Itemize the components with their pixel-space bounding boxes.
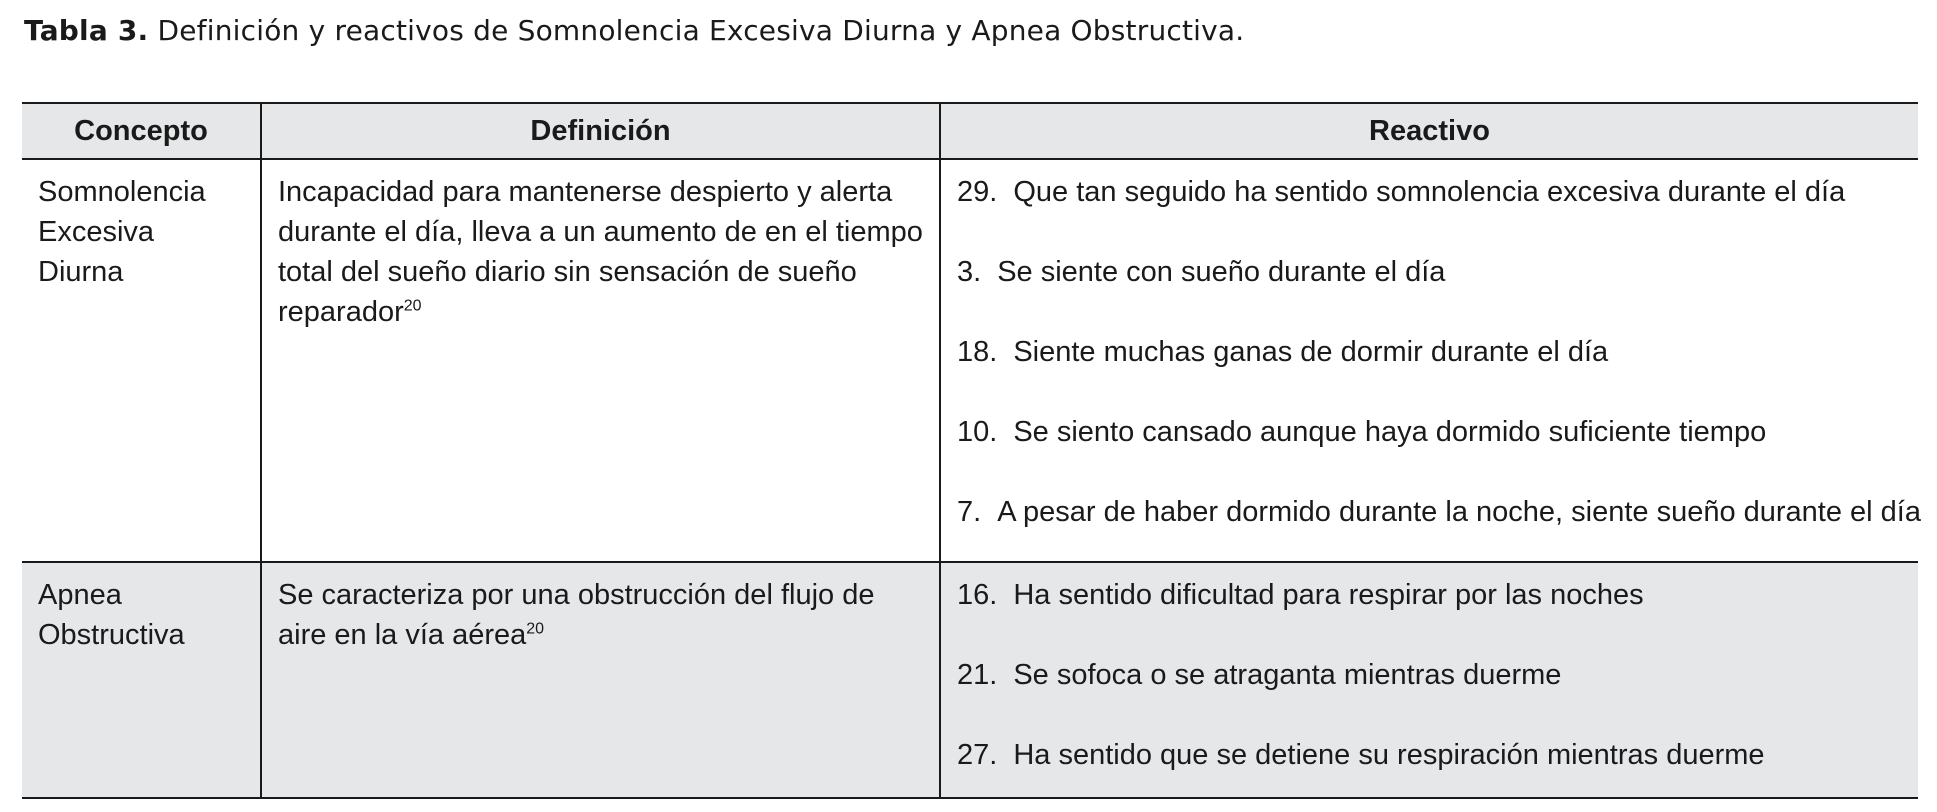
item-list bbox=[957, 172, 1921, 532]
list-item bbox=[957, 655, 1902, 695]
list-item bbox=[957, 172, 1902, 212]
definition-cell bbox=[261, 562, 940, 798]
list-item bbox=[957, 735, 1902, 775]
item-number: 27. bbox=[957, 739, 998, 771]
header-definicion: Definición bbox=[261, 103, 940, 159]
table-caption bbox=[24, 14, 1244, 47]
header-reactivo: Reactivo bbox=[940, 103, 1918, 159]
item-number: 3. bbox=[957, 256, 982, 288]
list-item bbox=[957, 575, 1902, 615]
item-text: A pesar de haber dormido durante la noche, siente sueño durante el día bbox=[997, 496, 1921, 528]
header-concepto: Concepto bbox=[22, 103, 261, 159]
concept-cell bbox=[22, 562, 261, 798]
items-cell bbox=[940, 562, 1918, 798]
item-text: Que tan seguido ha sentido somnolencia excesiva durante el día bbox=[1013, 176, 1846, 208]
header-row bbox=[22, 103, 1918, 159]
items-cell bbox=[940, 159, 1921, 562]
definition-cell bbox=[261, 159, 940, 562]
item-text: Ha sentido dificultad para respirar por las noches bbox=[1013, 579, 1644, 611]
concept-text: Somnolencia Excesiva Diurna bbox=[38, 176, 206, 288]
item-number: 21. bbox=[957, 659, 998, 691]
list-item bbox=[957, 252, 1902, 292]
definition-text: Incapacidad para mantenerse despierto y alerta durante el día, lleva a un aumento de en el tiempo total del sueño diario sin sensación de sueño reparador bbox=[278, 176, 923, 328]
item-number: 7. bbox=[957, 496, 982, 528]
concept-text: Apnea Obstructiva bbox=[38, 579, 185, 651]
item-number: 18. bbox=[957, 336, 998, 368]
list-item bbox=[957, 412, 1902, 452]
item-number: 10. bbox=[957, 416, 998, 448]
definitions-table bbox=[22, 102, 1921, 799]
item-text: Ha sentido que se detiene su respiración mientras duerme bbox=[1013, 739, 1765, 771]
caption-text: Definición y reactivos de Somnolencia Excesiva Diurna y Apnea Obstructiva. bbox=[157, 14, 1245, 47]
table-row-apnea bbox=[22, 562, 1918, 798]
item-text: Siente muchas ganas de dormir durante el día bbox=[1013, 336, 1609, 368]
item-text: Se siente con sueño durante el día bbox=[997, 256, 1446, 288]
definition-text: Se caracteriza por una obstrucción del flujo de aire en la vía aérea bbox=[278, 579, 875, 651]
reference-superscript: 20 bbox=[526, 620, 545, 638]
item-text: Se siento cansado aunque haya dormido suficiente tiempo bbox=[1013, 416, 1767, 448]
list-item bbox=[957, 492, 1921, 532]
item-number: 16. bbox=[957, 579, 998, 611]
item-text: Se sofoca o se atraganta mientras duerme bbox=[1013, 659, 1562, 691]
item-number: 29. bbox=[957, 176, 998, 208]
reference-superscript: 20 bbox=[403, 297, 422, 315]
list-item bbox=[957, 332, 1902, 372]
table-row-somnolencia bbox=[22, 159, 1918, 562]
item-list bbox=[957, 575, 1902, 775]
caption-label: Tabla 3. bbox=[24, 14, 149, 47]
concept-cell bbox=[22, 159, 261, 562]
